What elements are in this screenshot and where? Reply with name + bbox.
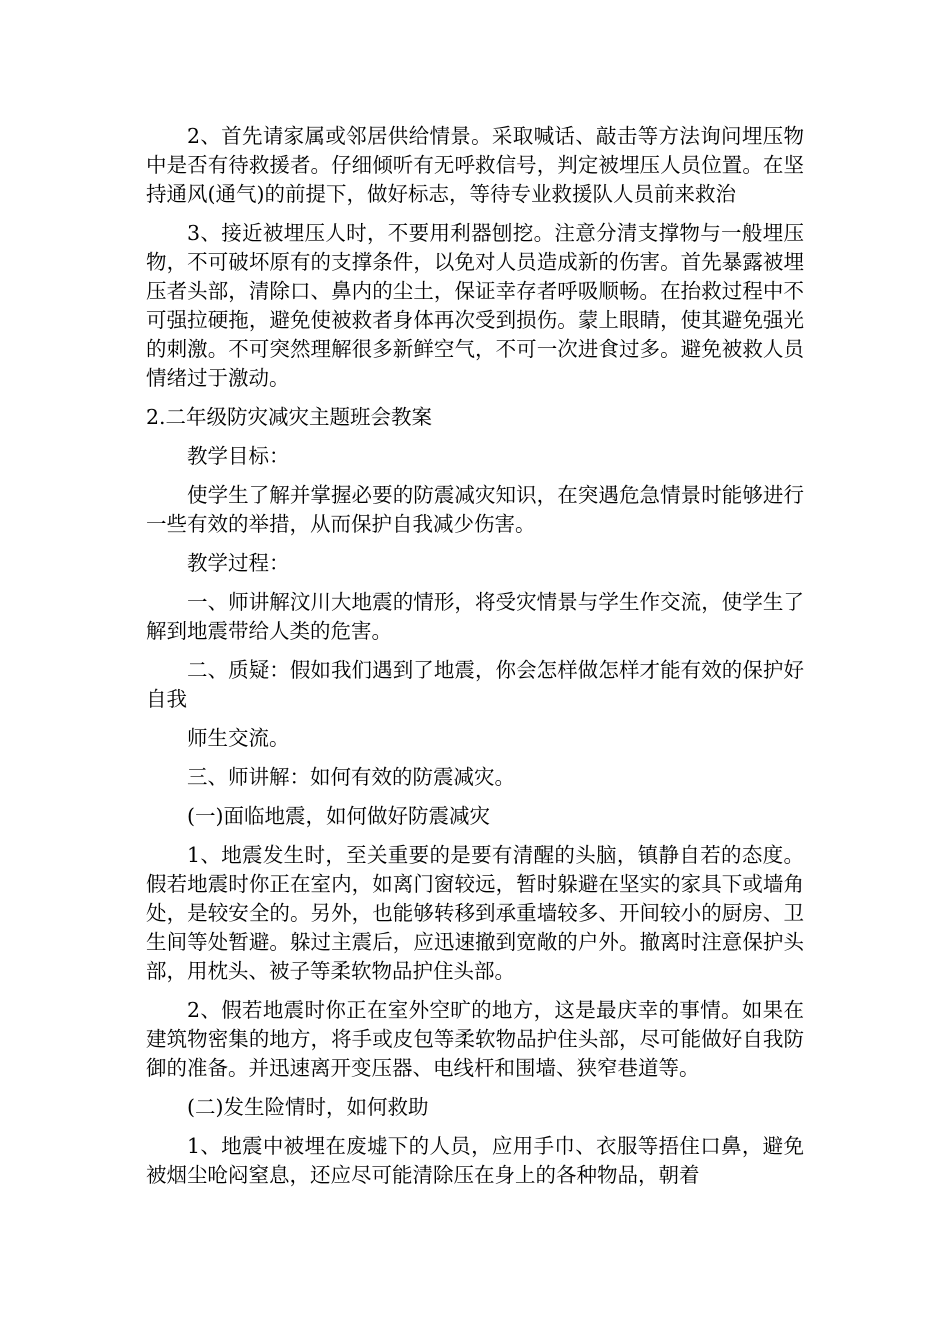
teacher-student-exchange: 师生交流。 [187,726,290,750]
subsection-1-item-2: 2、假若地震时你正在室外空旷的地方，这是最庆幸的事情。如果在建筑物密集的地方，将手或皮包等柔软物品护住头部，尽可能做好自我防御的准备。并迅速离开变压器、电线杆和围墙、狭窄巷道等。 [146,998,804,1080]
process-step-3: 三、师讲解：如何有效的防震减灾。 [187,765,515,789]
subsection-1-heading: (一)面临地震，如何做好防震减灾 [187,804,490,828]
process-step-1: 一、师讲解汶川大地震的情形，将受灾情景与学生作交流，使学生了解到地震带给人类的危害。 [146,590,804,643]
teaching-goal-text: 使学生了解并掌握必要的防震减灾知识，在突遇危急情景时能够进行一些有效的举措，从而保护自我减少伤害。 [146,483,804,536]
section-heading: 2.二年级防灾减灾主题班会教案 [146,405,433,429]
process-step-2: 二、质疑：假如我们遇到了地震，你会怎样做怎样才能有效的保护好自我 [146,658,804,711]
paragraph-rescue-step-3: 3、接近被埋压人时，不要用利器刨挖。注意分清支撑物与一般埋压物，不可破坏原有的支撑条件，以免对人员造成新的伤害。首先暴露被埋压者头部，清除口、鼻内的尘土，保证幸存者呼吸顺畅。在抬救过程中不可强拉硬拖，避免使被救者身体再次受到损伤。蒙上眼睛，使其避免强光的刺激。不可突然理解很多新鲜空气，不可一次进食过多。避免被救人员情绪过于激动。 [146,221,804,390]
subsection-2-heading: (二)发生险情时，如何救助 [187,1095,429,1119]
teaching-goal-label: 教学目标： [187,444,290,468]
paragraph-rescue-step-2: 2、首先请家属或邻居供给情景。采取喊话、敲击等方法询问埋压物中是否有待救援者。仔细倾听有无呼救信号，判定被埋压人员位置。在坚持通风(通气)的前提下，做好标志，等待专业救援队人员前来救治 [146,124,804,206]
subsection-1-item-1: 1、地震发生时，至关重要的是要有清醒的头脑，镇静自若的态度。假若地震时你正在室内，如离门窗较远，暂时躲避在坚实的家具下或墙角处，是较安全的。另外，也能够转移到承重墙较多、开间较小的厨房、卫生间等处暂避。躲过主震后，应迅速撤到宽敞的户外。撤离时注意保护头部，用枕头、被子等柔软物品护住头部。 [146,843,804,983]
teaching-process-label: 教学过程： [187,551,290,575]
subsection-2-item-1: 1、地震中被埋在废墟下的人员，应用手巾、衣服等捂住口鼻，避免被烟尘呛闷窒息，还应尽可能清除压在身上的各种物品，朝着 [146,1134,804,1187]
